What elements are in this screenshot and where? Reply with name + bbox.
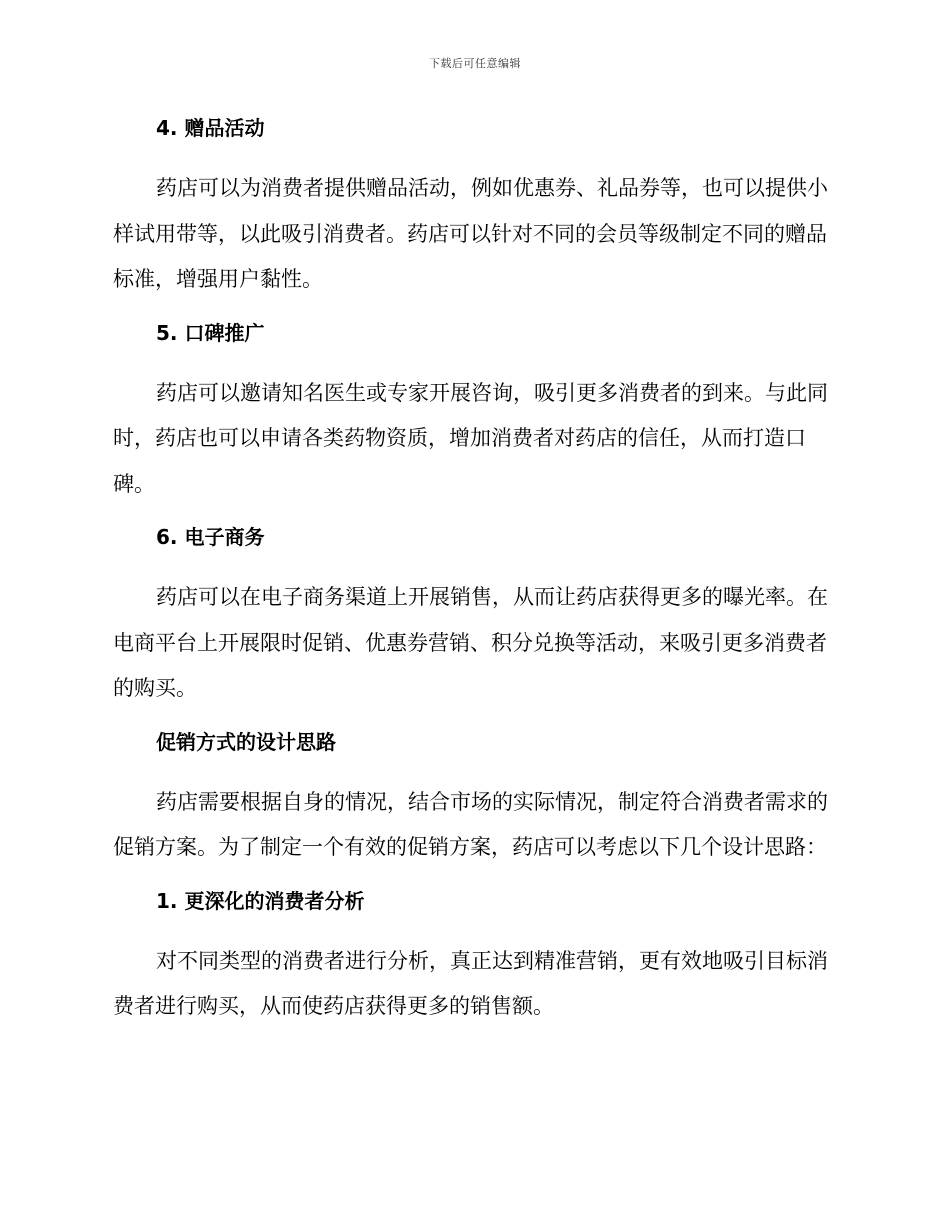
section-paragraph-ecommerce: 药店可以在电子商务渠道上开展销售，从而让药店获得更多的曝光率。在电商平台上开展限时促销、优惠券营销、积分兑换等活动，来吸引更多消费者的购买。 — [113, 585, 828, 700]
document-body — [113, 110, 833, 1042]
page-header: 下载后可任意编辑 — [429, 57, 521, 70]
section-heading-word-of-mouth: 5. 口碑推广 — [156, 320, 265, 345]
section-paragraph-gifts: 药店可以为消费者提供赠品活动，例如优惠券、礼品券等，也可以提供小样试用带等，以此吸引消费者。药店可以针对不同的会员等级制定不同的赠品标准，增强用户黏性。 — [113, 176, 828, 291]
section-paragraph-design-ideas: 药店需要根据自身的情况，结合市场的实际情况，制定符合消费者需求的促销方案。为了制定一个有效的促销方案，药店可以考虑以下几个设计思路： — [113, 789, 828, 859]
section-heading-ecommerce: 6. 电子商务 — [156, 525, 265, 549]
section-paragraph-word-of-mouth: 药店可以邀请知名医生或专家开展咨询，吸引更多消费者的到来。与此同时，药店也可以申请各类药物资质，增加消费者对药店的信任，从而打造口碑。 — [113, 380, 828, 496]
section-heading-gifts: 4. 赠品活动 — [156, 116, 265, 140]
section-heading-design-ideas: 促销方式的设计思路 — [156, 729, 336, 754]
section-heading-consumer-analysis: 1. 更深化的消费者分析 — [156, 888, 365, 913]
section-paragraph-consumer-analysis: 对不同类型的消费者进行分析，真正达到精准营销，更有效地吸引目标消费者进行购买，从而使药店获得更多的销售额。 — [113, 948, 828, 1018]
